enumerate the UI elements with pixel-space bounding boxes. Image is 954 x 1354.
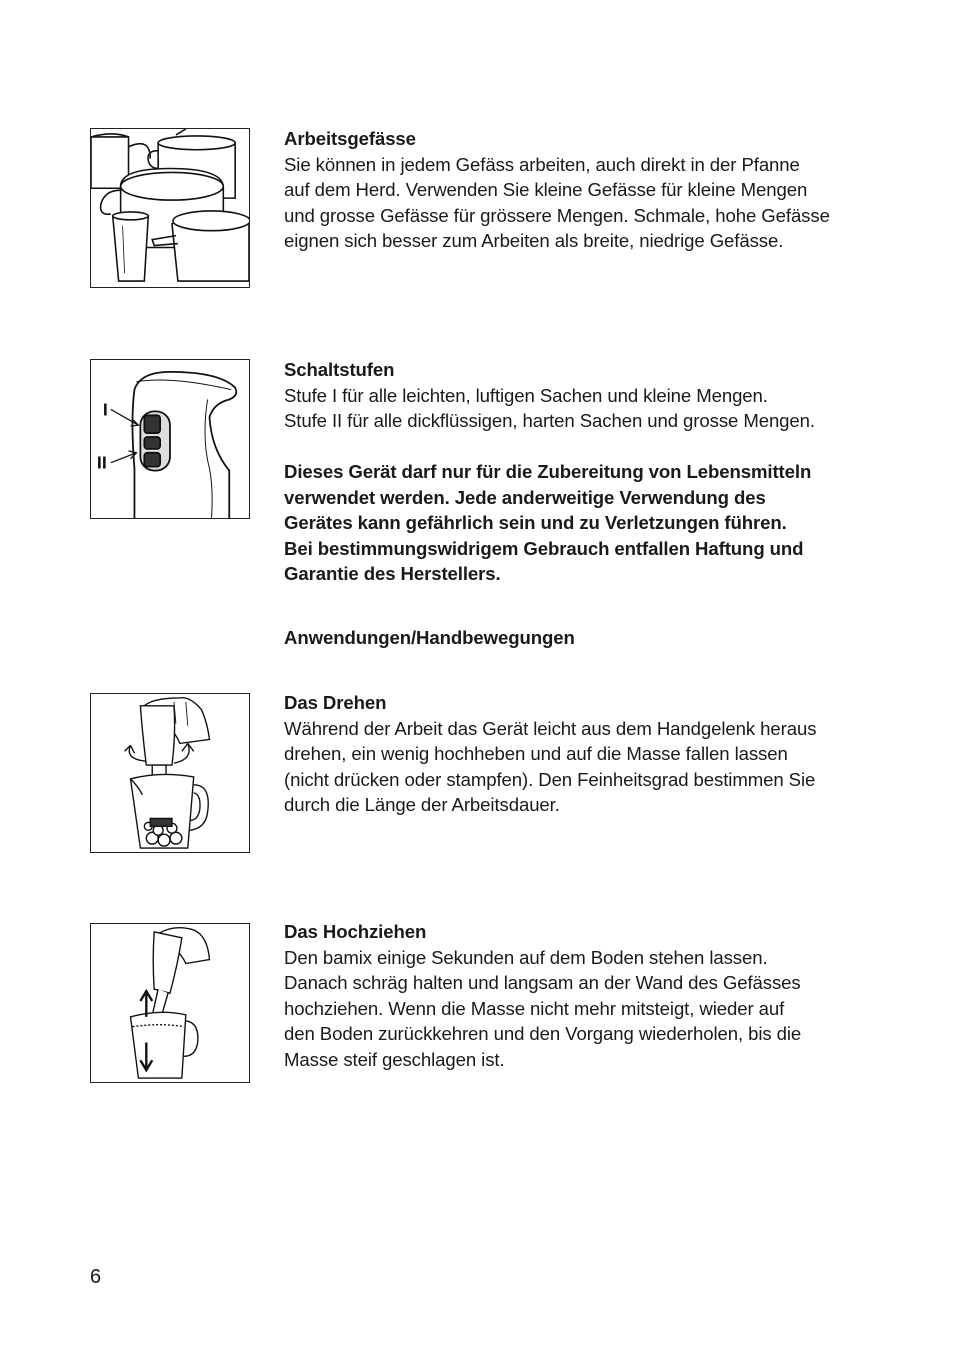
paragraph-line: hochziehen. Wenn die Masse nicht mehr mitsteigt, wieder auf [284, 997, 785, 1019]
section-subheading: Anwendungen/Handbewegungen [284, 627, 575, 648]
pots-and-jugs-icon [91, 129, 249, 287]
warning-line: Gerätes kann gefährlich sein und zu Verletzungen führen. [284, 512, 787, 534]
section-heading: Schaltstufen [284, 359, 395, 380]
warning-line: verwendet werden. Jede anderweitige Verwendung des [284, 486, 766, 508]
warning-line: Garantie des Herstellers. [284, 563, 501, 585]
section-das-hochziehen [284, 919, 884, 1073]
paragraph-line: Den bamix einige Sekunden auf dem Boden stehen lassen. [284, 946, 768, 968]
section-das-drehen [284, 690, 884, 818]
containers-illustration [90, 128, 250, 288]
paragraph-line: (nicht drücken oder stampfen). Den Feinheitsgrad bestimmen Sie [284, 768, 816, 790]
paragraph-line: drehen, ein wenig hochheben und auf die Masse fallen lassen [284, 743, 788, 765]
safety-warning [284, 459, 884, 587]
section-heading: Das Hochziehen [284, 921, 427, 942]
paragraph-line: Masse steif geschlagen ist. [284, 1048, 505, 1070]
paragraph-line: den Boden zurückkehren und den Vorgang wiederholen, bis die [284, 1023, 802, 1045]
paragraph-line: auf dem Herd. Verwenden Sie kleine Gefässe für kleine Mengen [284, 179, 808, 201]
section-heading: Das Drehen [284, 692, 387, 713]
stage-two-label: II [96, 452, 107, 473]
paragraph-line: Sie können in jedem Gefäss arbeiten, auch direkt in der Pfanne [284, 153, 800, 175]
hand-blender-in-jug-icon [91, 694, 249, 852]
section-arbeitsgefaesse [284, 126, 884, 254]
paragraph-line: und grosse Gefässe für grössere Mengen. Schmale, hohe Gefässe [284, 204, 830, 226]
stage-one-label: I [102, 399, 108, 420]
paragraph-line: Während der Arbeit das Gerät leicht aus dem Handgelenk heraus [284, 717, 817, 739]
paragraph-line: Stufe I für alle leichten, luftigen Sachen und kleine Mengen. [284, 384, 768, 406]
page-number: 6 [90, 1266, 102, 1288]
paragraph-line: durch die Länge der Arbeitsdauer. [284, 794, 560, 816]
section-anwendungen [284, 625, 884, 651]
section-schaltstufen [284, 357, 884, 434]
section-heading: Arbeitsgefässe [284, 128, 416, 149]
warning-line: Bei bestimmungswidrigem Gebrauch entfallen Haftung und [284, 537, 804, 559]
switch-stages-illustration [90, 359, 250, 519]
paragraph-line: Danach schräg halten und langsam an der Wand des Gefässes [284, 972, 801, 994]
blender-pulled-up-in-jug-icon [91, 924, 249, 1082]
paragraph-line: eignen sich besser zum Arbeiten als breite, niedrige Gefässe. [284, 230, 784, 252]
warning-line: Dieses Gerät darf nur für die Zubereitung von Lebensmitteln [284, 461, 812, 482]
blender-handle-icon [91, 360, 249, 518]
pulling-up-illustration [90, 923, 250, 1083]
paragraph-line: Stufe II für alle dickflüssigen, harten Sachen und grosse Mengen. [284, 410, 815, 432]
twisting-illustration [90, 693, 250, 853]
